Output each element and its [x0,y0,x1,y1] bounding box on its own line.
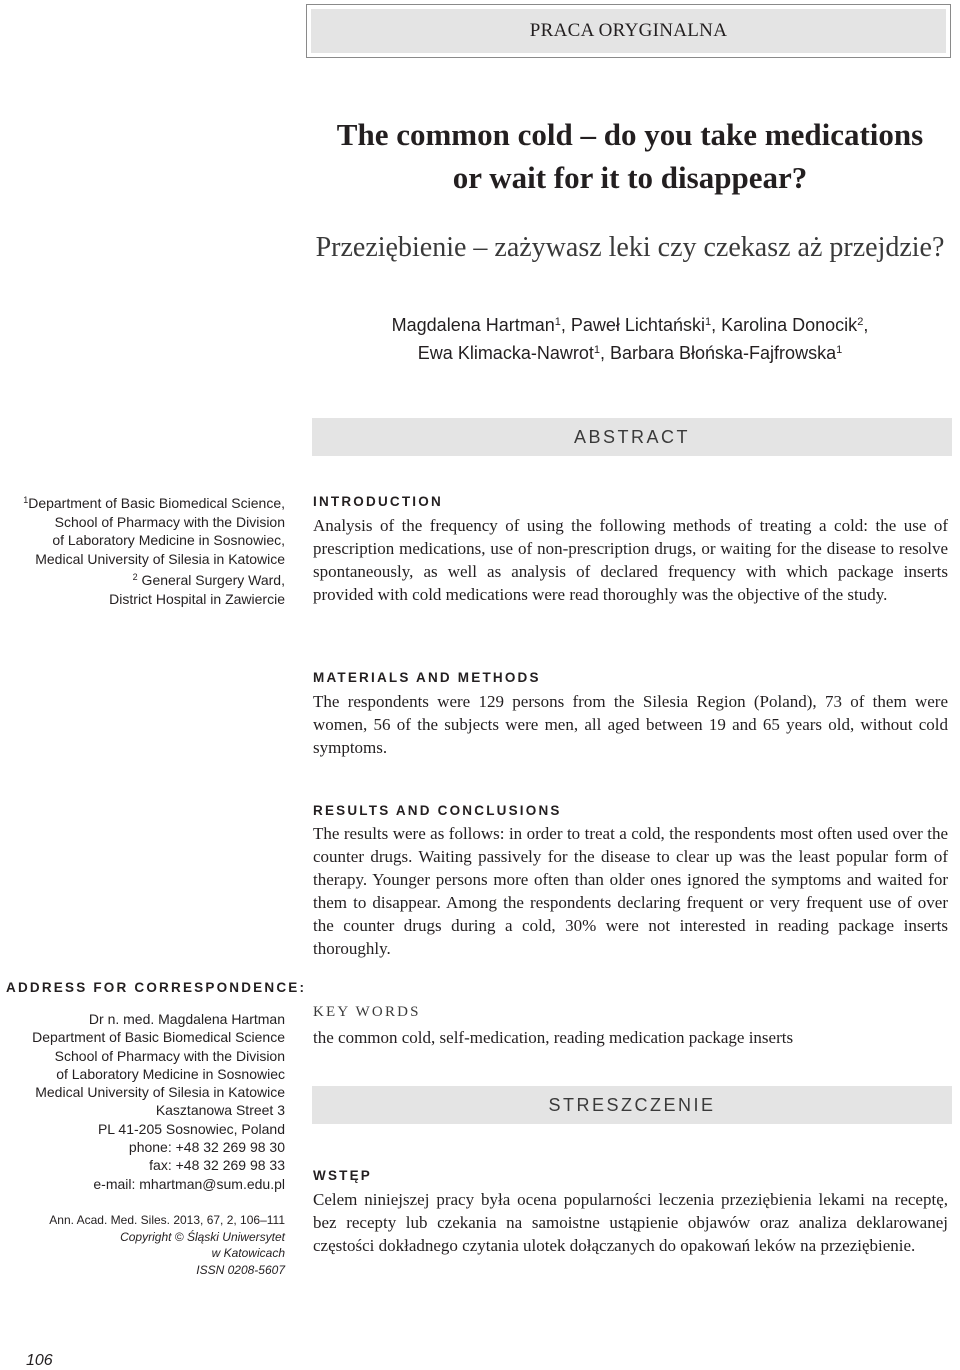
address-line: Kasztanowa Street 3 [155,1102,285,1119]
introduction-body: Analysis of the frequency of using the following methods of treating a cold: the use of prescription medications, use of non-prescription drugs, or waiting for the disease to resolve spontaneously, as well as analysis of declared frequency with which package inserts provided with cold medications were read thoroughly was the objective of the study. [313,516,948,604]
author-separator: , [863,315,869,335]
author-name: Ewa Klimacka-Nawrot [417,343,594,363]
wstep-body: Celem niniejszej pracy była ocena popularności leczenia przeziębienia lekami na receptę, bez recepty lub czekania na samoistne ustąpienie objawów oraz analiza deklarowanej częstości dokładnego czytania ulotek dołączanych do opakowań leków na przeziębienie. [313,1190,948,1255]
results-heading: RESULTS AND CONCLUSIONS [313,803,562,818]
author-separator: , [711,315,722,335]
journal-citation: Ann. Acad. Med. Siles. 2013, 67, 2, 106–111 [49,1213,285,1227]
affiliation-line: School of Pharmacy with the Division [54,513,285,530]
journal-section-header [306,4,951,58]
affiliation-line: of Laboratory Medicine in Sosnowiec, [52,532,285,548]
author-name: Magdalena Hartman [391,315,555,335]
results-body: The results were as follows: in order to treat a cold, the respondents most often used over the counter drugs. Waiting passively for the disease to clear up was the least popular form of therapy. Younger persons more often than older ones ignored the symptoms and waited for them to disappear. Among the respondents declaring frequent or very frequent use of over the counter drugs during a cold, 30% were not interested in reading package inserts thoroughly. [313,824,948,958]
issn: ISSN 0208-5607 [196,1262,285,1277]
author-separator: , [599,343,610,363]
page-number: 106 [26,1352,53,1369]
journal-info [0,1212,285,1278]
affiliation-text: General Surgery Ward, [137,572,285,588]
address-line: Medical University of Silesia in Katowice [35,1084,285,1101]
address-line: of Laboratory Medicine in Sosnowiec [56,1065,285,1082]
affiliation-line [0,568,285,590]
streszczenie-band: STRESZCZENIE [312,1086,952,1124]
address-line: Department of Basic Biomedical Science [32,1029,285,1046]
author-separator: , [560,315,571,335]
address-line: PL 41-205 Sosnowiec, Poland [97,1120,285,1137]
article-subtitle-polish: Przeziębienie – zażywasz leki czy czekasz aż przejdzie? [315,232,945,263]
affiliation-text: Department of Basic Biomedical Science, [28,495,285,511]
affiliation-line [0,491,285,513]
article-title-line-1: The common cold – do you take medications [336,117,924,152]
address-line: Dr n. med. Magdalena Hartman [88,1011,285,1027]
keywords-heading: KEY WORDS [313,1004,421,1020]
affiliations [0,491,285,608]
affiliation-mark: 1 [23,495,29,505]
email-address: e-mail: mhartman@sum.edu.pl [93,1175,285,1192]
address-line: fax: +48 32 269 98 33 [149,1157,285,1174]
methods-body: The respondents were 129 persons from the Silesia Region (Poland), 73 of them were women, 56 of the subjects were men, all aged between 19 and 65 years old, without cold symptoms. [313,692,948,757]
affiliation-mark: 2 [132,572,138,582]
address-line: School of Pharmacy with the Division [54,1047,285,1064]
author-affiliation-mark: 1 [836,344,843,356]
author-affiliation-mark: 1 [554,316,561,328]
author-name: Karolina Donocik [721,315,858,335]
author-name: Paweł Lichtański [570,315,705,335]
author-name: Barbara Błońska-Fajfrowska [609,343,837,363]
copyright-line-2: w Katowicach [211,1246,285,1260]
introduction-heading: INTRODUCTION [313,494,443,509]
wstep-heading: WSTĘP [313,1168,373,1183]
methods-heading: MATERIALS AND METHODS [313,670,541,685]
author-affiliation-mark: 1 [704,316,712,328]
correspondence-heading: ADDRESS FOR CORRESPONDENCE: [6,980,307,995]
section-label: PRACA ORYGINALNA [311,9,946,53]
keywords-body: the common cold, self-medication, reading medication package inserts [313,1028,794,1047]
affiliation-line: Medical University of Silesia in Katowice [35,550,285,567]
author-affiliation-mark: 2 [857,316,864,328]
author-list [300,310,960,366]
address-line: phone: +48 32 269 98 30 [128,1139,285,1156]
author-line-2 [300,338,960,366]
copyright-line: Copyright © Śląski Uniwersytet [120,1229,285,1244]
author-affiliation-mark: 1 [593,344,600,356]
abstract-band: ABSTRACT [312,418,952,456]
affiliation-line: District Hospital in Zawiercie [109,590,285,607]
author-line-1 [300,310,960,338]
article-title [300,113,960,199]
correspondence-address [0,1010,285,1193]
article-title-line-2: or wait for it to disappear? [452,160,808,195]
